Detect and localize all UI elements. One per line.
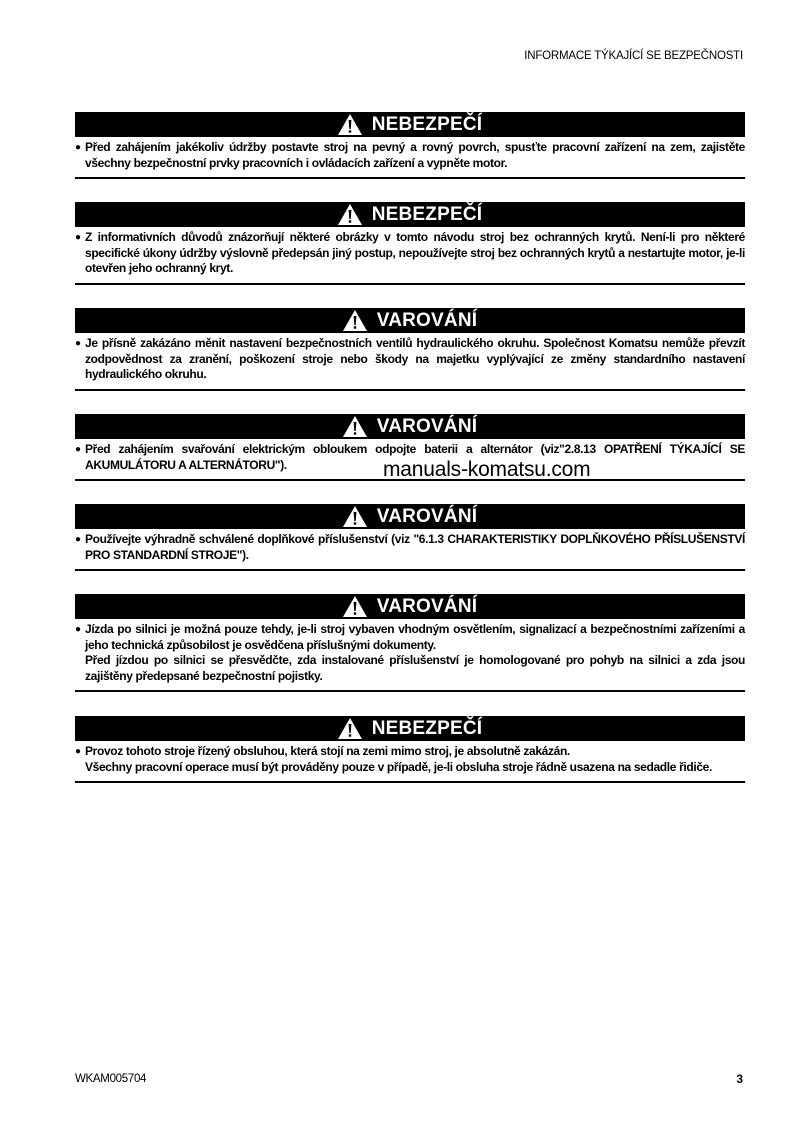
notice-level: VAROVÁNÍ — [376, 595, 478, 617]
notice-paragraph — [75, 744, 745, 760]
bullet-icon: ● — [75, 444, 81, 455]
notice-text: Před jízdou po silnici se přesvědčte, zda instalované příslušenství je homologované pro pohyb na silnici a zda jsou zajištěny předepsané bezpečnostní pojistky. — [85, 653, 745, 683]
notice-paragraph — [75, 622, 745, 653]
watermark: manuals-komatsu.com — [383, 458, 591, 481]
notice-text: Před zahájením svařování elektrickým obloukem odpojte baterii a alternátor (viz"2.8.13 OPATŘENÍ TÝKAJÍCÍ SE AKUMULÁTORU A ALTERNÁTORU"). — [85, 442, 745, 472]
bullet-icon: ● — [75, 624, 81, 635]
bullet-icon: ● — [75, 534, 81, 545]
notice-body — [75, 741, 745, 781]
notice-paragraph — [75, 140, 745, 171]
notice-level: NEBEZPEČÍ — [371, 717, 483, 739]
notice-text: Všechny pracovní operace musí být prováděny pouze v případě, je-li obsluha stroje řádně usazena na sedadle řidiče. — [85, 759, 712, 774]
notice-body — [75, 619, 745, 690]
safety-notice — [75, 716, 745, 783]
section-title: INFORMACE TÝKAJÍCÍ SE BEZPEČNOSTI — [524, 50, 743, 62]
safety-notice — [75, 504, 745, 571]
warning-triangle-icon — [343, 506, 367, 527]
bullet-icon: ● — [75, 338, 81, 349]
notice-header — [75, 716, 745, 741]
notice-text: Jízda po silnici je možná pouze tehdy, je-li stroj vybaven vhodným osvětlením, signalizací a bezpečnostními zařízeními a jeho technická způsobilost je osvědčena příslušnými dokumenty. — [85, 622, 745, 652]
notice-body — [75, 137, 745, 177]
notice-paragraph — [75, 760, 745, 776]
bullet-icon: ● — [75, 142, 81, 153]
notice-paragraph — [75, 653, 745, 684]
notice-level: VAROVÁNÍ — [376, 309, 478, 331]
notice-level: NEBEZPEČÍ — [371, 113, 483, 135]
notice-body — [75, 333, 745, 389]
safety-notice — [75, 594, 745, 692]
notice-paragraph — [75, 230, 745, 277]
bullet-icon: ● — [75, 746, 81, 757]
notice-header — [75, 112, 745, 137]
safety-notice — [75, 202, 745, 285]
notice-text: Provoz tohoto stroje řízený obsluhou, která stojí na zemi mimo stroj, je absolutně zakázán. — [85, 744, 570, 758]
notice-text: Používejte výhradně schválené doplňkové příslušenství (viz "6.1.3 CHARAKTERISTIKY DOPLŇKOVÉHO PŘÍSLUŠENSTVÍ PRO STANDARDNÍ STROJE"). — [85, 532, 745, 562]
safety-notice — [75, 112, 745, 179]
warning-triangle-icon — [338, 204, 362, 225]
warning-triangle-icon — [343, 416, 367, 437]
notice-text: Z informativních důvodů znázorňují některé obrázky v tomto návodu stroj bez ochranných krytů. Není-li pro některé specifické úkony údržby výslovně předepsán jiný postup, nepoužívejte stroj bez ochranných krytů a nestartujte motor, je-li otevřen jeho ochranný kryt. — [85, 230, 745, 275]
safety-notice — [75, 308, 745, 391]
notice-header — [75, 308, 745, 333]
notice-text: Před zahájením jakékoliv údržby postavte stroj na pevný a rovný povrch, spusťte pracovní zařízení na zem, zajistěte všechny bezpečnostní prvky pracovních i ovládacích zařízení a vypněte motor. — [85, 140, 745, 170]
notice-paragraph — [75, 336, 745, 383]
notice-body — [75, 227, 745, 283]
warning-triangle-icon — [343, 596, 367, 617]
bullet-icon: ● — [75, 232, 81, 243]
notice-body — [75, 529, 745, 569]
notice-text: Je přísně zakázáno měnit nastavení bezpečnostních ventilů hydraulického okruhu. Společnost Komatsu nemůže převzít zodpovědnost za zranění, poškození stroje nebo škody na majetku vyplývající ze změny standardního nastavení hydraulického okruhu. — [85, 336, 745, 381]
notice-header — [75, 594, 745, 619]
warning-triangle-icon — [338, 718, 362, 739]
notice-level: VAROVÁNÍ — [376, 505, 478, 527]
document-code: WKAM005704 — [75, 1073, 147, 1085]
notice-level: NEBEZPEČÍ — [371, 203, 483, 225]
notice-header — [75, 504, 745, 529]
notice-paragraph — [75, 532, 745, 563]
warning-triangle-icon — [338, 114, 362, 135]
page-number: 3 — [736, 1072, 743, 1086]
warning-triangle-icon — [343, 310, 367, 331]
notice-header — [75, 202, 745, 227]
notice-level: VAROVÁNÍ — [376, 415, 478, 437]
notice-header — [75, 414, 745, 439]
